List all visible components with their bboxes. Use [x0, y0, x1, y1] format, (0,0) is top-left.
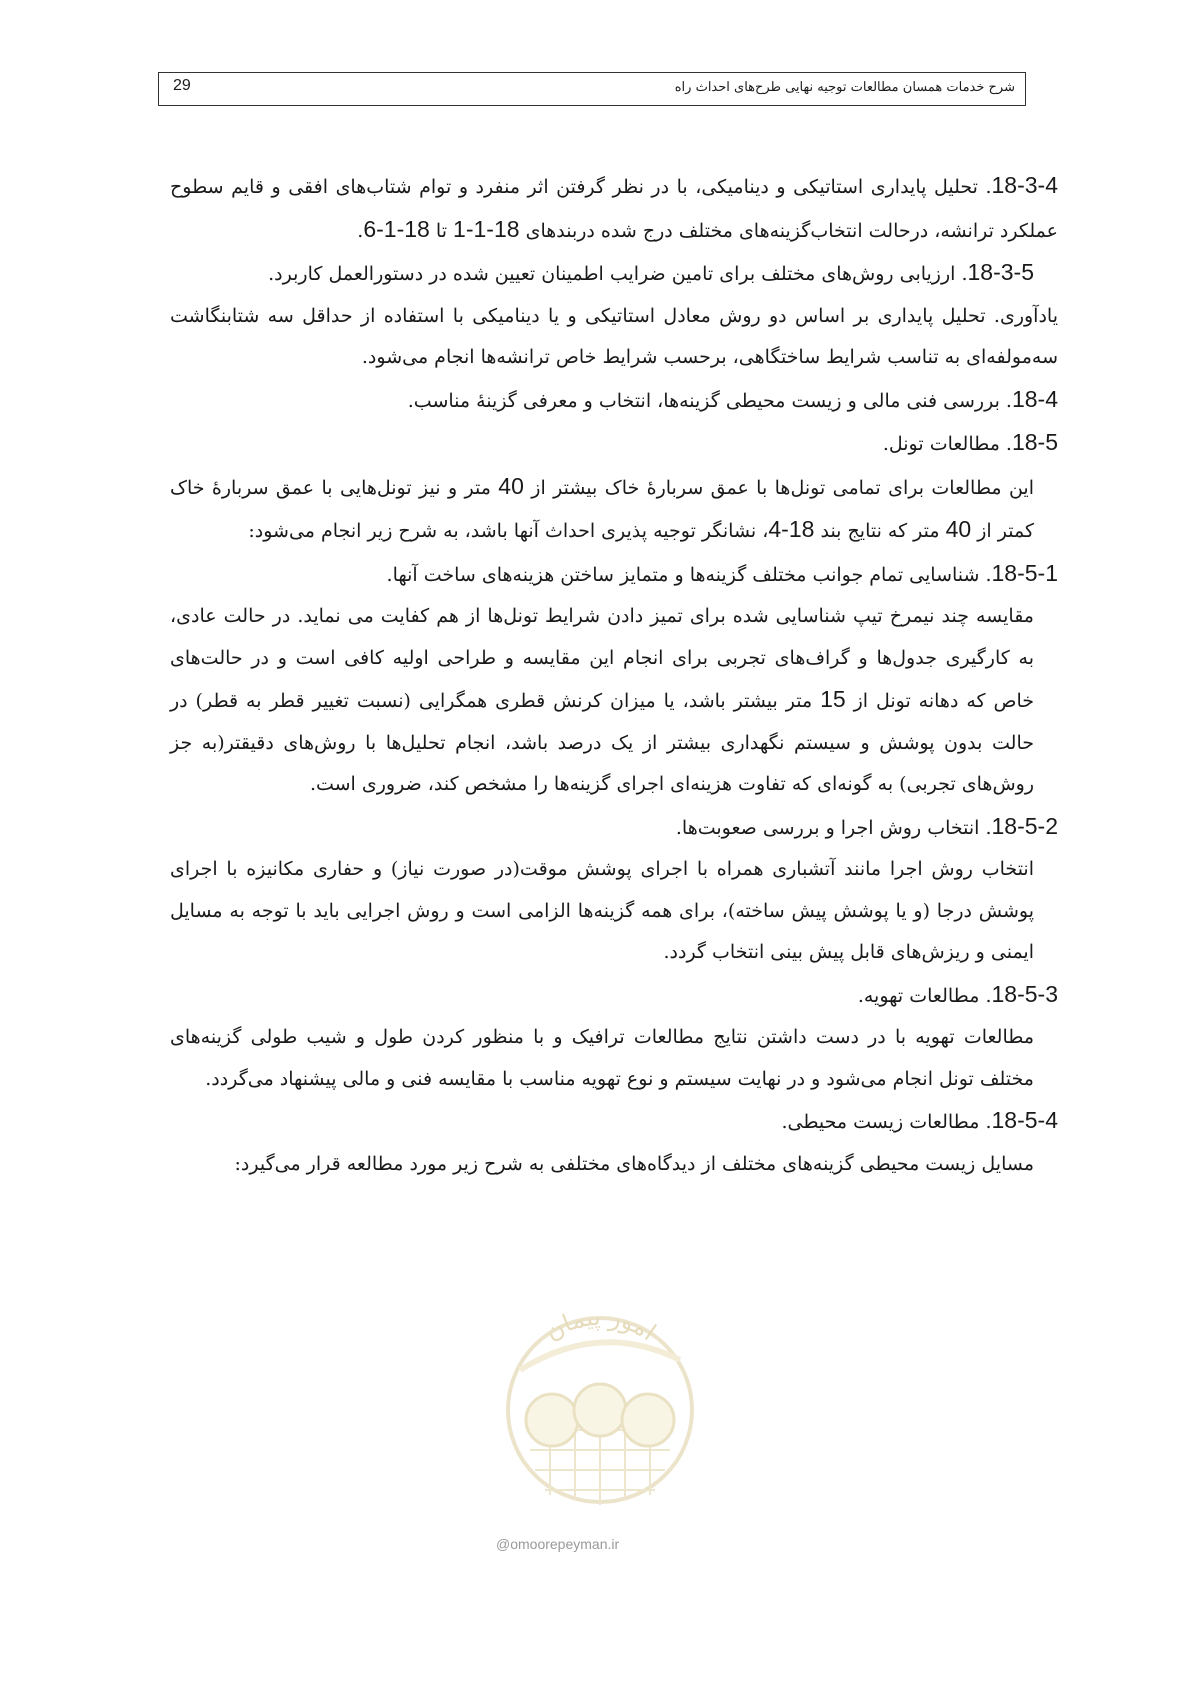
clause-18-5-1: 18-5-1. شناسایی تمام جوانب مختلف گزینه‌ها و متمایز ساختن هزینه‌های ساخت آنها. [386, 559, 1058, 586]
profile-comparison-paragraph: مقایسه چند نیمرخ تیپ شناسایی شده برای تمیز دادن شرایط تونل‌ها از هم کفایت می نماید. در حالت عادی، به کارگیری جدول‌ها و گراف‌های تجربی برای انجام این مقایسه و طراحی اولیه کافی است و در حالت‌های خاص که دهانه تونل از 15 متر بیشتر باشد، یا میزان کرنش قطری همگرایی (نسبت تغییر قطر به قطر) در حالت بدون پوشش و سیستم نگهداری بیشتر از یک درصد باشد، انجام تحلیل‌ها با روش‌های دقیقتر(به جز روش‌های تجربی) به گونه‌ای که تفاوت هزینه‌ای اجرای گزینه‌ها را مشخص کند، ضروری است. [170, 605, 1034, 795]
clause-18-5-4: 18-5-4. مطالعات زیست محیطی. [781, 1107, 1058, 1133]
clause-18-5: 18-5. مطالعات تونل. [882, 429, 1058, 455]
tunnel-intro-paragraph: این مطالعات برای تمامی تونل‌ها با عمق سربارهٔ خاک بیشتر از 40 متر و نیز تونل‌هایی با عمق سربارهٔ خاک کمتر از 40 متر که نتایج بند 18-4، نشانگر توجیه پذیری احداث آنها باشد، به شرح زیر انجام می‌شود: [170, 472, 1034, 542]
page-number: 29 [173, 77, 191, 94]
clause-18-3-4: 18-3-4. تحلیل پایداری استاتیکی و دینامیکی، با در نظر گرفتن اثر منفرد و توام شتاب‌های افقی و قایم سطوح عملکرد ترانشه، درحالت انتخاب‌گزینه‌های مختلف درج شده دربندهای 18-1-1 تا 18-1-6. [170, 172, 1058, 242]
document-body [170, 165, 1058, 1185]
watermark-logo-icon [490, 1300, 710, 1520]
watermark-url: @omoorepeyman.ir [496, 1536, 620, 1552]
environment-paragraph: مسایل زیست محیطی گزینه‌های مختلف از دیدگاه‌های مختلفی به شرح زیر مورد مطالعه قرار می‌گیرد: [234, 1152, 1034, 1175]
clause-18-5-3: 18-5-3. مطالعات تهویه. [857, 980, 1058, 1007]
svg-text:امور پیمان: امور پیمان [540, 1302, 662, 1347]
note-paragraph: یادآوری. تحلیل پایداری بر اساس دو روش معادل استاتیکی و یا دینامیکی با استفاده از حداقل سه شتابنگاشت سه‌مولفه‌ای به تناسب شرایط ساختگاهی، برحسب شرایط خاص ترانشه‌ها انجام می‌شود. [170, 304, 1058, 368]
ventilation-paragraph: مطالعات تهویه با در دست داشتن نتایج مطالعات ترافیک و با منظور کردن طول و شیب طولی گزینه‌های مختلف تونل انجام می‌شود و در نهایت سیستم و نوع تهویه مناسب با مقایسه فنی و مالی پیشنهاد می‌گردد. [170, 1026, 1034, 1090]
clause-18-4: 18-4. بررسی فنی مالی و زیست محیطی گزینه‌ها، انتخاب و معرفی گزینهٔ مناسب. [407, 385, 1058, 412]
execution-method-paragraph: انتخاب روش اجرا مانند آتشباری همراه با اجرای پوشش موقت(در صورت نیاز) و حفاری مکانیزه با اجرای پوشش درجا (و یا پوشش پیش ساخته)، برای همه گزینه‌ها الزامی است و روش اجرایی باید با توجه به مسایل ایمنی و ریزش‌های قابل پیش بینی انتخاب گردد. [170, 858, 1034, 963]
running-title: شرح خدمات همسان مطالعات توجیه نهایی طرح‌های احداث راه [674, 80, 1015, 95]
clause-18-5-2: 18-5-2. انتخاب روش اجرا و بررسی صعوبت‌ها. [675, 812, 1058, 839]
page-header [158, 72, 1026, 106]
clause-18-3-5: 18-3-5. ارزیابی روش‌های مختلف برای تامین ضرایب اطمینان تعیین شده در دستورالعمل کاربرد. [268, 259, 1034, 285]
